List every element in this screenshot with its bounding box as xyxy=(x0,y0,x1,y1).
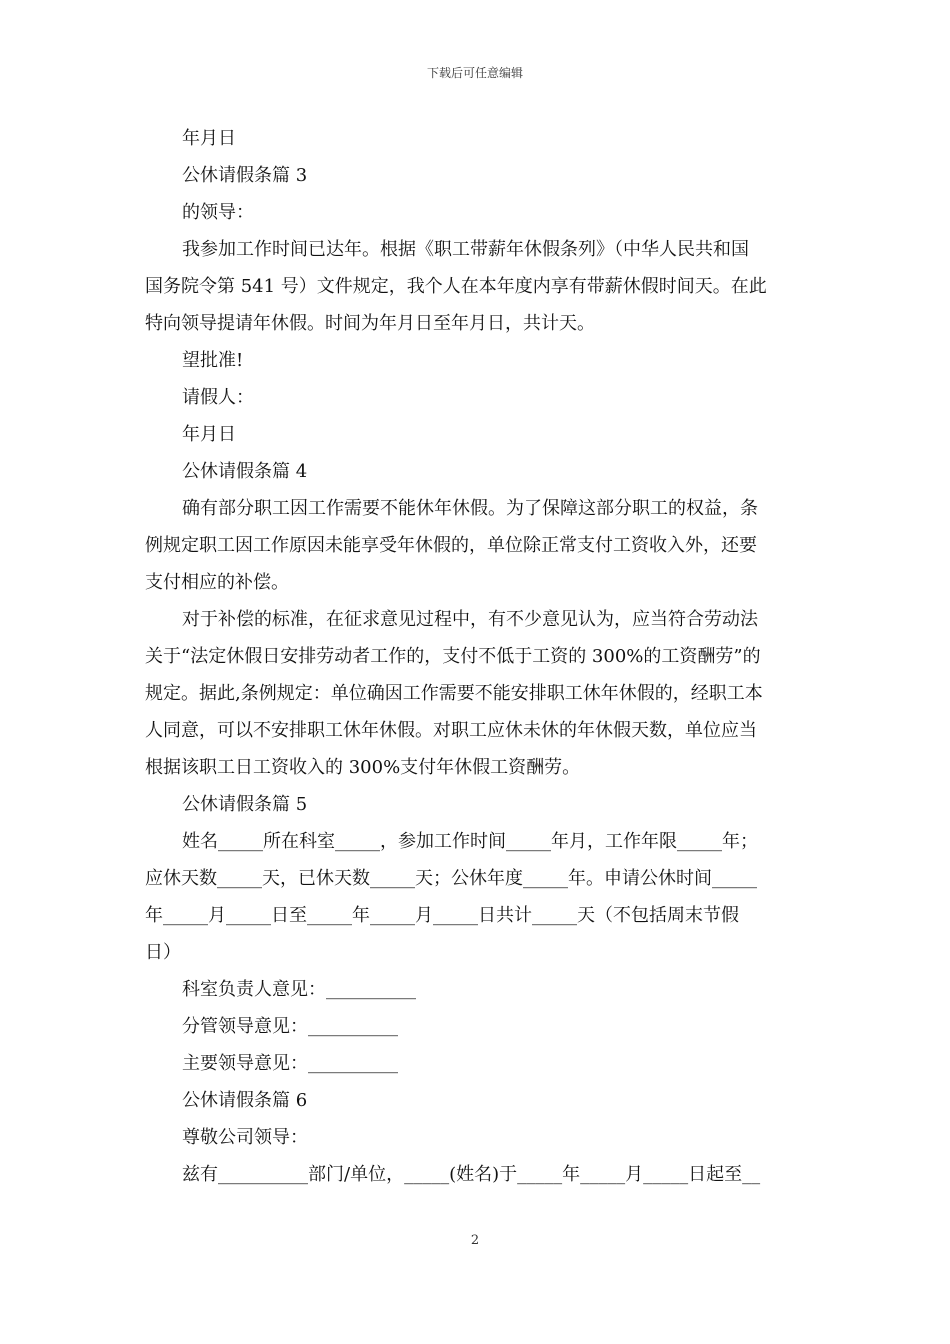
text-line: 公休请假条篇 5 xyxy=(182,794,308,815)
text-line: 公休请假条篇 4 xyxy=(182,461,308,482)
text-line: 根据该职工日工资收入的 300%支付年休假工资酬劳。 xyxy=(145,757,581,778)
text-line: 分管领导意见：__________ xyxy=(182,1016,398,1037)
text-line: 例规定职工因工作原因未能享受年休假的，单位除正常支付工资收入外，还要 xyxy=(145,535,757,556)
text-line: 关于“法定休假日安排劳动者工作的，支付不低于工资的 300%的工资酬劳”的 xyxy=(145,646,761,667)
page-number: 2 xyxy=(470,1233,480,1248)
text-line: 日） xyxy=(145,942,181,963)
text-line: 应休天数_____天，已休天数_____天；公休年度_____年。申请公休时间_____ xyxy=(145,868,757,889)
text-line: 确有部分职工因工作需要不能休年休假。为了保障这部分职工的权益，条 xyxy=(182,498,758,519)
text-line: 年月日 xyxy=(182,128,236,149)
text-line: 科室负责人意见：__________ xyxy=(182,979,416,1000)
text-line: 望批准! xyxy=(182,350,244,371)
text-line: 支付相应的补偿。 xyxy=(145,572,289,593)
text-line: 主要领导意见：__________ xyxy=(182,1053,398,1074)
text-line: 特向领导提请年休假。时间为年月日至年月日，共计天。 xyxy=(145,313,595,334)
text-line: 公休请假条篇 3 xyxy=(182,165,308,186)
text-line: 姓名_____所在科室_____，参加工作时间_____年月，工作年限_____年； xyxy=(182,831,758,852)
text-line: 公休请假条篇 6 xyxy=(182,1090,308,1111)
text-line: 尊敬公司领导： xyxy=(182,1127,308,1148)
document-body xyxy=(145,120,807,1193)
text-line: 请假人： xyxy=(182,387,254,408)
text-line: 对于补偿的标准，在征求意见过程中，有不少意见认为，应当符合劳动法 xyxy=(182,609,758,630)
text-line: 我参加工作时间已达年。根据《职工带薪年休假条列》（中华人民共和国 xyxy=(182,239,749,260)
text-line: 人同意，可以不安排职工休年休假。对职工应休未休的年休假天数，单位应当 xyxy=(145,720,757,741)
text-line: 兹有__________部门/单位，_____(姓名)于_____年_____月_____日起至__ xyxy=(182,1164,761,1185)
text-line: 规定。据此,条例规定：单位确因工作需要不能安排职工休年休假的，经职工本 xyxy=(145,683,763,704)
page-header: 下载后可任意编辑 xyxy=(426,66,523,80)
text-line: 的领导： xyxy=(182,202,254,223)
text-line: 国务院令第 541 号）文件规定，我个人在本年度内享有带薪休假时间天。在此 xyxy=(145,276,767,297)
text-line: 年月日 xyxy=(182,424,236,445)
text-line: 年_____月_____日至_____年_____月_____日共计_____天（不包括周末节假 xyxy=(145,905,739,926)
